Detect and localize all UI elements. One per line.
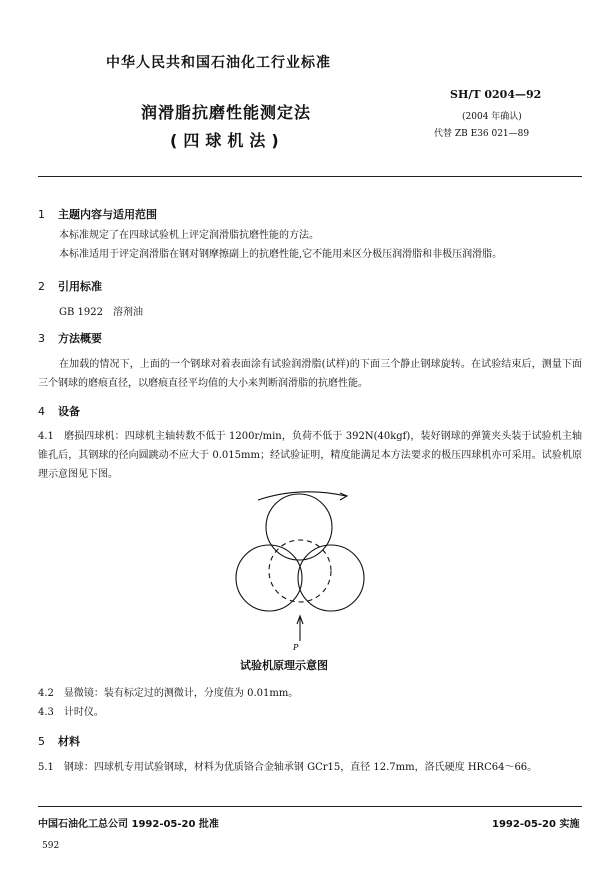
section-1-heading	[38, 206, 157, 222]
industry-standard-heading: 中华人民共和国石油化工行业标准	[106, 55, 331, 71]
confirmation-note: (2004 年确认)	[462, 112, 522, 122]
section-1-paragraph-2: 本标准适用于评定润滑脂在钢对钢摩擦副上的抗磨性能,它不能用来区分极压润滑脂和非极压润滑脂。	[59, 249, 503, 260]
section-number: 3	[38, 332, 45, 345]
section-title: 方法概要	[58, 332, 102, 345]
referenced-standard-item: GB 1922 溶剂油	[59, 307, 143, 318]
replaces-note: 代替 ZB E36 021—89	[434, 129, 530, 139]
section-number: 5	[38, 735, 45, 748]
page-number: 592	[42, 841, 60, 851]
effective-date-note: 1992-05-20 实施	[492, 819, 580, 830]
clause-4-3: 4.3 计时仪。	[38, 707, 104, 718]
approval-note: 中国石油化工总公司 1992-05-20 批准	[38, 819, 219, 830]
section-4-heading	[38, 403, 80, 419]
rotation-arrow	[258, 492, 346, 500]
section-number: 1	[38, 208, 45, 221]
figure-caption: 试验机原理示意图	[240, 659, 328, 672]
header-divider	[38, 176, 582, 177]
section-title: 主题内容与适用范围	[58, 208, 157, 221]
lower-ball-center	[269, 540, 331, 602]
document-subtitle: (四球机法)	[170, 131, 285, 150]
clause-4-1: 4.1 磨损四球机：四球机主轴转数不低于 1200r/min，负荷不低于 392N(40kgf)，装好钢球的弹簧夹头装于试验机主轴锥孔后，其钢球的径向圆跳动不应大于 0.015mm；经试验证明，精度能满足本方法要求的极压四球机亦可采用。试验机原理示意图见下图。	[38, 431, 582, 480]
standard-number: SH/T 0204—92	[450, 88, 542, 101]
footer-divider	[38, 806, 582, 807]
section-number: 4	[38, 405, 45, 418]
section-number: 2	[38, 280, 45, 293]
section-5-heading	[38, 733, 80, 749]
section-3-paragraph: 在加载的情况下，上面的一个钢球对着表面涂有试验润滑脂(试样)的下面三个静止钢球旋转。在试验结束后，测量下面三个钢球的磨痕直径，以磨痕直径平均值的大小来判断润滑脂的抗磨性能。	[38, 359, 582, 389]
section-title: 设备	[58, 405, 80, 418]
upper-ball	[266, 494, 332, 560]
section-title: 引用标准	[58, 280, 102, 293]
clause-4-2: 4.2 显微镜：装有标定过的测微计，分度值为 0.01mm。	[38, 688, 299, 699]
section-1-paragraph-1: 本标准规定了在四球试验机上评定润滑脂抗磨性能的方法。	[59, 230, 319, 241]
section-3-heading	[38, 330, 102, 346]
section-title: 材料	[58, 735, 80, 748]
load-label: P	[293, 643, 299, 652]
section-2-heading	[38, 278, 102, 294]
four-ball-diagram	[220, 483, 380, 653]
document-title: 润滑脂抗磨性能测定法	[141, 103, 312, 122]
clause-5-1: 5.1 钢球：四球机专用试验钢球，材料为优质铬合金轴承钢 GCr15，直径 12.7mm，洛氏硬度 HRC64～66。	[38, 762, 538, 773]
